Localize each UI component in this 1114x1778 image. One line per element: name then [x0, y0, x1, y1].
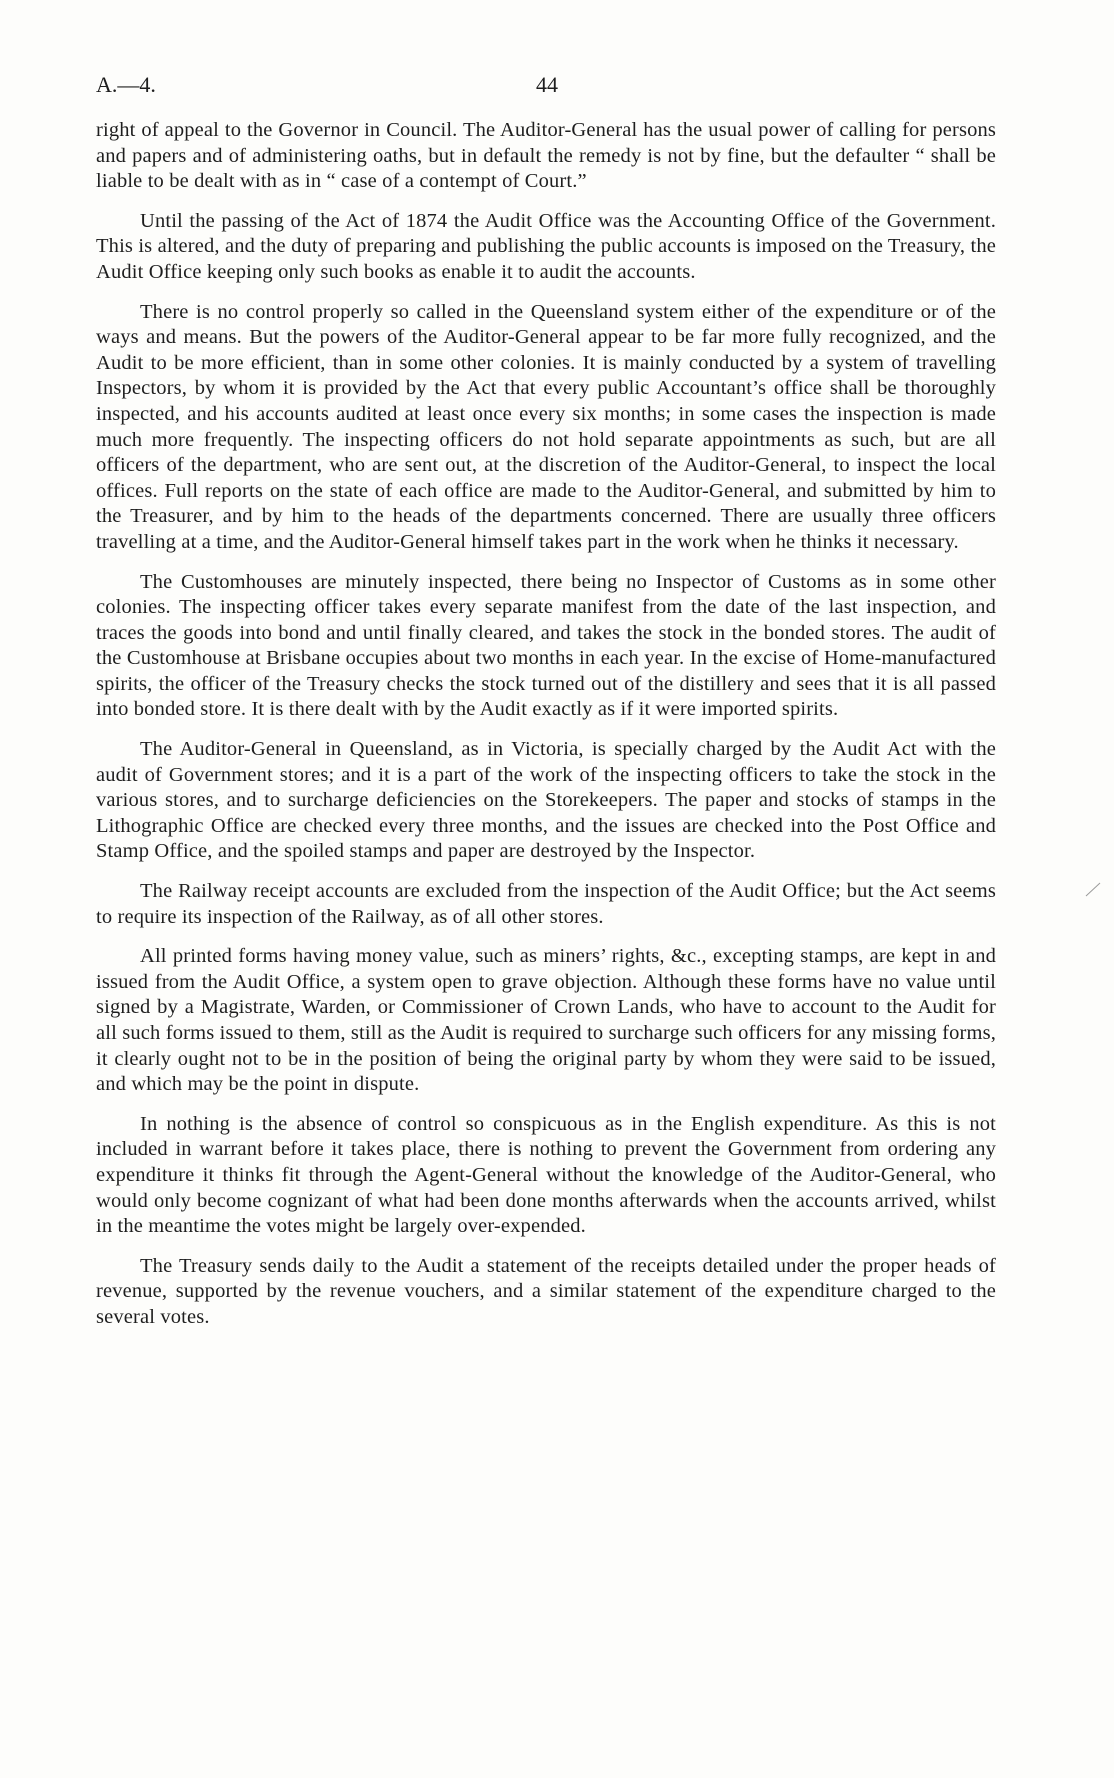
paragraph-3: There is no control properly so called in the Queensland system either of the expenditure or of the ways and means. But the powers of the Auditor-General appear to be far more fully recognized, and the Audit to be more efficient, than in some other colonies. It is mainly conducted by a system of travelling Inspectors, by whom it is provided by the Act that every public Accountant’s office shall be thoroughly inspected, and his accounts audited at least once every six months; in some cases the inspection is made much more frequently. The inspecting officers do not hold separate appointments as such, but are all officers of the department, who are sent out, at the discretion of the Auditor-General, to inspect the local offices. Full reports on the state of each office are made to the Auditor-General, and submitted by him to the Treasurer, and by him to the heads of the departments concerned. There are usually three officers travelling at a time, and the Auditor-General himself takes part in the work when he thinks it necessary.	[96, 300, 996, 553]
paragraph-5: The Auditor-General in Queensland, as in Victoria, is specially charged by the Audit Act with the audit of Government stores; and it is a part of the work of the inspecting officers to take the stock in the various stores, and to surcharge deficiencies on the Storekeepers. The paper and stocks of stamps in the Lithographic Office are checked every three months, and the issues are checked into the Post Office and Stamp Office, and the spoiled stamps and paper are destroyed by the Inspector.	[96, 738, 996, 863]
margin-pencil-mark	[1084, 880, 1102, 898]
paragraph-4: The Customhouses are minutely inspected, there being no Inspector of Customs as in some other colonies. The inspecting officer takes every separate manifest from the date of the last inspection, and traces the goods into bond and until finally cleared, and takes the stock in the bonded stores. The audit of the Customhouse at Brisbane occupies about two months in each year. In the excise of Home-manufactured spirits, the officer of the Treasury checks the stock turned out of the distillery and sees that it is all passed into bonded store. It is there dealt with by the Audit exactly as if it were imported spirits.	[96, 570, 996, 721]
paragraph-7: All printed forms having money value, such as miners’ rights, &c., excepting stamps, are kept in and issued from the Audit Office, a system open to grave objection. Although these forms have no value until signed by a Magistrate, Warden, or Commissioner of Crown Lands, who have to account to the Audit for all such forms issued to them, still as the Audit is required to surcharge such officers for any missing forms, it clearly ought not to be in the position of being the original party by whom they were said to be issued, and which may be the point in dispute.	[96, 945, 996, 1096]
paragraph-9: The Treasury sends daily to the Audit a statement of the receipts detailed under the proper heads of revenue, supported by the revenue vouchers, and a similar statement of the expenditure charged to the several votes.	[96, 1254, 996, 1328]
page-header	[96, 72, 996, 102]
page-number: 44	[536, 72, 558, 97]
paragraph-8: In nothing is the absence of control so conspicuous as in the English expenditure. As this is not included in warrant before it takes place, there is nothing to prevent the Government from ordering any expenditure it thinks fit through the Agent-General without the knowledge of the Auditor-General, who would only become cognizant of what had been done months afterwards when the accounts arrived, whilst in the meantime the votes might be largely over-expended.	[96, 1112, 996, 1238]
paragraph-2: Until the passing of the Act of 1874 the Audit Office was the Accounting Office of the Government. This is altered, and the duty of preparing and publishing the public accounts is imposed on the Treasury, the Audit Office keeping only such books as enable it to audit the accounts.	[96, 209, 996, 283]
paragraph-6: The Railway receipt accounts are excluded from the inspection of the Audit Office; but the Act seems to require its inspection of the Railway, as of all other stores.	[96, 880, 996, 928]
document-reference: A.—4.	[96, 72, 156, 97]
paragraph-1: right of appeal to the Governor in Council. The Auditor-General has the usual power of calling for persons and papers and of administering oaths, but in default the remedy is not by fine, but the defaulter “ shall be liable to be dealt with as in “ case of a contempt of Court.”	[96, 119, 996, 193]
body-text	[96, 118, 996, 1345]
